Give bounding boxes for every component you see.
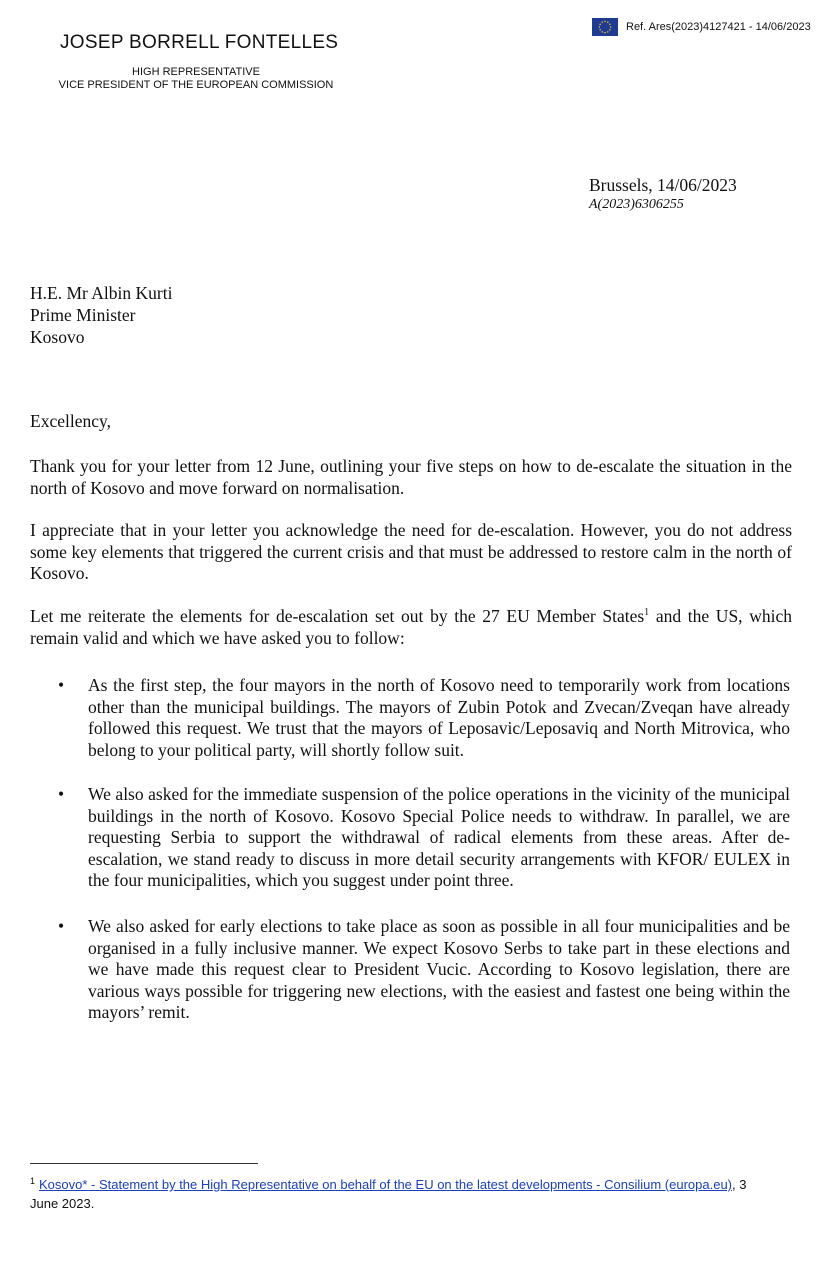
- eu-flag-icon: [592, 18, 618, 36]
- addressee-country: Kosovo: [30, 327, 85, 347]
- eu-star-icon: [607, 31, 609, 32]
- body-paragraph-1: Thank you for your letter from 12 June, outlining your five steps on how to de-escalate the situation in the north of Kosovo and move forward on normalisation.: [30, 456, 792, 498]
- sender-title: [57, 66, 335, 92]
- eu-star-icon: [604, 32, 606, 33]
- bullet-text: We also asked for early elections to take place as soon as possible in all four municipalities and be organised in a fully inclusive manner. We expect Kosovo Serbs to take part in these elections and we have made this request clear to President Vucic. According to Kosovo legislation, there are various ways possible for triggering new elections, with the easiest and fastest one being within the mayors’ remit.: [88, 916, 790, 1022]
- salutation: Excellency,: [30, 411, 111, 431]
- eu-star-icon: [609, 23, 611, 25]
- bullet-text: As the first step, the four mayors in the north of Kosovo need to temporarily work from locations other than the municipal buildings. The mayors of Zubin Potok and Zvecan/Zveqan have already followed this request. We trust that the mayors of Leposavic/Leposaviq and North Mitrovica, who belong to your political party, will shortly follow suit.: [88, 675, 790, 760]
- eu-flag-stars: [592, 18, 618, 36]
- reference-stamp-text: Ref. Ares(2023)4127421 - 14/06/2023: [626, 21, 811, 33]
- eu-star-icon: [601, 21, 603, 23]
- eu-star-icon: [609, 29, 611, 31]
- eu-star-icon: [599, 23, 601, 25]
- body-paragraph-2: I appreciate that in your letter you acknowledge the need for de-escalation. However, you do not address some key elements that triggered the current crisis and that must be addressed to restore calm in the north of Kosovo.: [30, 520, 792, 583]
- eu-star-icon: [610, 26, 612, 28]
- addressee-name: H.E. Mr Albin Kurti: [30, 283, 173, 303]
- addressee-block: [30, 282, 172, 348]
- footnote: [30, 1175, 770, 1213]
- reference-stamp: [592, 18, 811, 36]
- eu-star-icon: [607, 21, 609, 23]
- document-reference: A(2023)6306255: [589, 197, 684, 212]
- footnote-divider: [30, 1163, 258, 1164]
- sender-name: JOSEP BORRELL FONTELLES: [60, 32, 339, 53]
- place-and-date: Brussels, 14/06/2023: [589, 175, 737, 195]
- footnote-date: , 3 June 2023.: [30, 1177, 747, 1211]
- bullet-text: We also asked for the immediate suspension of the police operations in the vicinity of the municipal buildings in the north of Kosovo. Kosovo Special Police needs to withdraw. In parallel, we are requesting Serbia to support the withdrawal of radical elements from these areas. After de-escalation, we stand ready to discuss in more detail security arrangements with KFOR/ EULEX in the four municipalities, which you suggest under point three.: [88, 784, 790, 890]
- eu-star-icon: [599, 29, 601, 31]
- bullet-marker: •: [58, 916, 65, 936]
- footnote-number: 1: [30, 1175, 36, 1186]
- eu-star-icon: [601, 31, 603, 32]
- sender-title-line-2: VICE PRESIDENT OF THE EUROPEAN COMMISSION: [58, 79, 334, 91]
- addressee-title: Prime Minister: [30, 305, 136, 325]
- sender-title-line-1: HIGH REPRESENTATIVE: [132, 66, 260, 78]
- eu-star-icon: [604, 21, 606, 23]
- paragraph-3-text: Let me reiterate the elements for de-escalation set out by the 27 EU Member States: [30, 606, 645, 626]
- bullet-marker: •: [58, 675, 65, 695]
- paragraph-3-text-continued: and the US, which remain valid and which we have asked you to follow:: [30, 606, 792, 648]
- eu-star-icon: [599, 26, 601, 28]
- footnote-link[interactable]: Kosovo* - Statement by the High Representative on behalf of the EU on the latest developments - Consilium (europa.eu): [39, 1177, 733, 1192]
- footnote-reference-mark: 1: [644, 607, 650, 619]
- body-paragraph-3: [30, 606, 792, 649]
- bullet-marker: •: [58, 784, 65, 804]
